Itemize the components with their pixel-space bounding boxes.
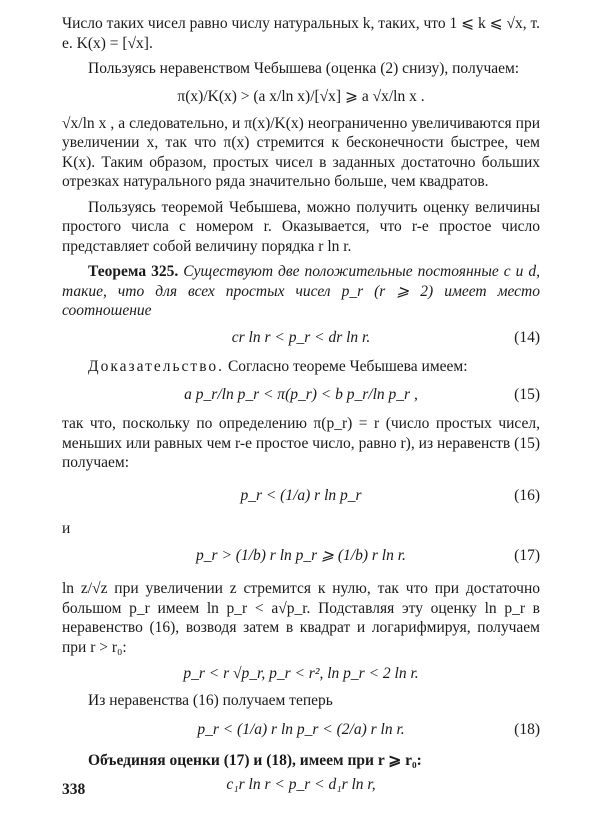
equation-bounds-text: p_r < r √p_r, p_r < r², ln p_r < 2 ln r. [183,665,419,682]
equation-14-number: (14) [514,328,540,346]
equation-bounds [62,665,540,683]
equation-final [62,776,540,794]
equation-15 [62,386,540,404]
equation-14-text: cr ln r < p_r < dr ln r. [231,328,371,346]
equation-15-text: a p_r/ln p_r < π(p_r) < b p_r/ln p_r , [184,386,418,403]
equation-18 [62,721,540,739]
equation-17-number: (17) [514,546,540,564]
equation-16-text: p_r < (1/a) r ln p_r [240,486,362,504]
equation-final-text: c₁r ln r < p_r < d₁r ln r, [226,776,376,793]
theorem-heading: Теорема 325. [88,263,179,280]
theorem-statement: Существуют две положительные постоянные c и d, такие, что для всех простых чисел p_r (r ⩾ 2) имеет место соотношение [62,263,540,319]
page-number: 338 [62,781,86,798]
paragraph-1: Число таких чисел равно числу натуральных k, таких, что 1 ⩽ k ⩽ √x, т. е. K(x) = [√x]. [62,15,540,52]
equation-16 [62,487,540,505]
proof-line [62,357,540,377]
page-body [62,14,540,794]
equation-ratio-text: π(x)/K(x) > (a x/ln x)/[√x] ⩾ a √x/ln x . [177,87,425,105]
theorem-325 [62,262,540,321]
paragraph-2: Пользуясь неравенством Чебышева (оценка (2) снизу), получаем: [88,60,520,77]
equation-17-text: p_r > (1/b) r ln p_r ⩾ (1/b) r ln r. [196,547,406,564]
equation-14 [62,329,540,347]
equation-16-number: (16) [514,486,540,504]
paragraph-3: √x/ln x , а следовательно, и π(x)/K(x) неограниченно увеличиваются при увеличении x, так что π(x) стремится к бесконечности быстрее, чем K(x). Таким образом, простых чисел в заданных достаточно больших отрезках натурального ряда значительно больше, чем квадратов. [62,114,540,190]
paragraph-5: так что, поскольку по определению π(p_r) = r (число простых чисел, меньших или равных чем r-е простое число, равно r), из неравенств (15) получаем: [62,415,540,471]
equation-18-number: (18) [514,720,540,738]
proof-heading: Доказательство. [88,357,225,375]
conjunction-and: и [62,519,71,537]
equation-17 [62,546,540,565]
equation-15-number: (15) [514,386,540,403]
proof-intro: Согласно теореме Чебышева имеем: [227,357,468,375]
equation-18-text: p_r < (1/a) r ln p_r < (2/a) r ln r. [197,720,405,738]
equation-ratio [62,87,540,106]
paragraph-8: Объединяя оценки (17) и (18), имеем при r ⩾ r₀: [88,751,422,769]
paragraph-7: Из неравенства (16) получаем теперь [88,692,333,709]
paragraph-4: Пользуясь теоремой Чебышева, можно получить оценку величины простого числа с номером r. Оказывается, что r-е простое число представляет собой величину порядка r ln r. [62,198,540,255]
paragraph-6: ln z/√z при увеличении z стремится к нулю, так что при достаточно большом p_r имеем ln p_r < a√p_r. Подставляя эту оценку ln p_r в неравенство (16), возводя затем в квадрат и логарифмируя, получаем при r > r₀: [62,580,540,656]
